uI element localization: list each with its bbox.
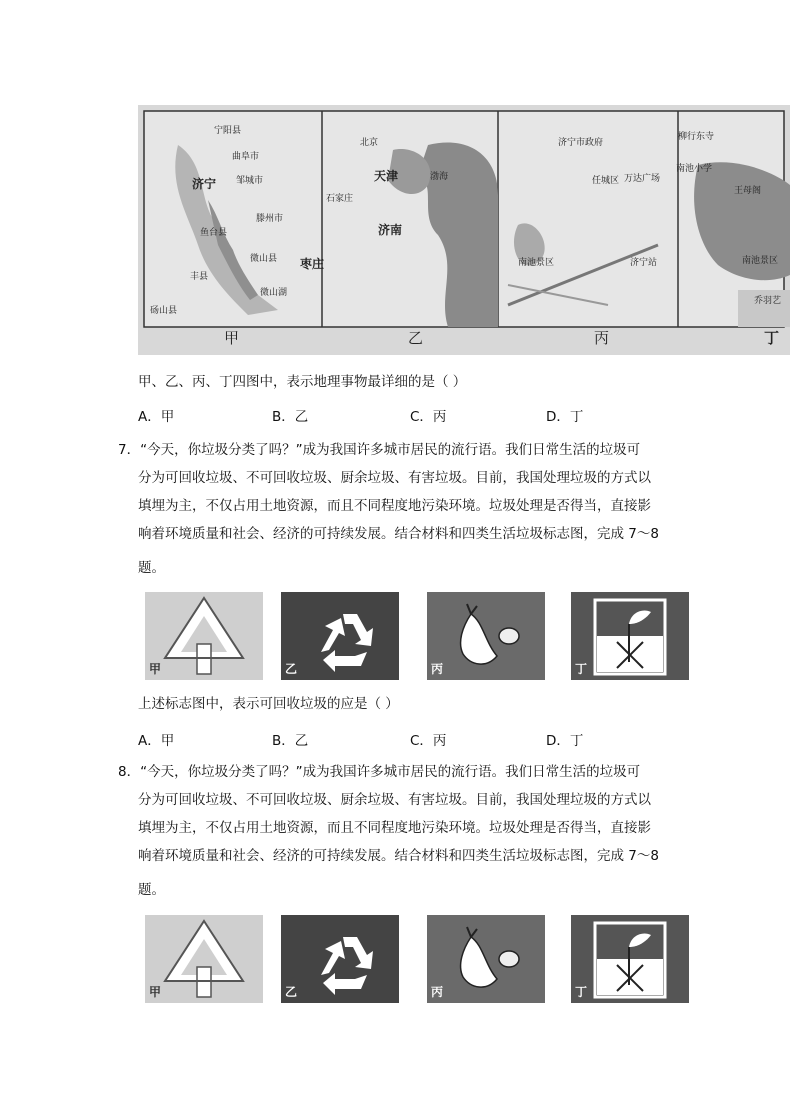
unrecyclable-symbol-icon bbox=[145, 915, 263, 1003]
map-label: 宁阳县 bbox=[214, 126, 242, 136]
q8-line-1: 8．“今天，你垃圾分类了吗？”成为我国许多城市居民的流行语。我们日常生活的垃圾可 bbox=[118, 764, 641, 780]
recycle-sign-yi bbox=[281, 592, 399, 680]
recycle-sign-bing bbox=[427, 592, 545, 680]
recycle-sign-jia bbox=[145, 592, 263, 680]
sign-label: 乙 bbox=[285, 985, 298, 999]
map-label: 石家庄 bbox=[326, 194, 354, 204]
q7-option-a: A．甲 bbox=[138, 733, 175, 749]
hazardous-waste-icon bbox=[571, 915, 689, 1003]
q7-line-3: 填埋为主，不仅占用土地资源，而且不同程度地污染环境。垃圾处理是否得当，直接影 bbox=[138, 498, 651, 514]
sign-label: 丙 bbox=[431, 662, 444, 676]
map-label: 南池景区 bbox=[518, 258, 555, 268]
q6-option-a: A．甲 bbox=[138, 409, 175, 425]
map-panel-name-yi: 乙 bbox=[408, 329, 424, 347]
map-label: 北京 bbox=[360, 138, 379, 148]
recycle-sign-yi-2 bbox=[281, 915, 399, 1003]
q7-option-b: B．乙 bbox=[272, 733, 309, 749]
q8-line-5: 题。 bbox=[138, 882, 165, 898]
map-label: 济宁站 bbox=[630, 258, 658, 268]
recycle-sign-ding-2 bbox=[571, 915, 689, 1003]
q6-option-c: C．丙 bbox=[410, 409, 447, 425]
q8-line-3: 填埋为主，不仅占用土地资源，而且不同程度地污染环境。垃圾处理是否得当，直接影 bbox=[138, 820, 651, 836]
map-panel-name-ding: 丁 bbox=[764, 329, 780, 347]
map-label: 南池景区 bbox=[742, 256, 779, 266]
sign-label: 丁 bbox=[575, 985, 588, 999]
q7-line-2: 分为可回收垃圾、不可回收垃圾、厨余垃圾、有害垃圾。目前，我国处理垃圾的方式以 bbox=[138, 470, 651, 486]
map-label: 微山县 bbox=[250, 254, 278, 264]
sign-label: 甲 bbox=[149, 662, 162, 676]
recycle-sign-ding bbox=[571, 592, 689, 680]
q7-stem: 上述标志图中，表示可回收垃圾的应是（ ） bbox=[138, 696, 399, 712]
q6-option-b: B．乙 bbox=[272, 409, 309, 425]
hazardous-waste-icon bbox=[571, 592, 689, 680]
unrecyclable-symbol-icon bbox=[145, 592, 263, 680]
sign-label: 乙 bbox=[285, 662, 298, 676]
q7-option-d: D．丁 bbox=[546, 733, 584, 749]
food-waste-icon bbox=[427, 915, 545, 1003]
sign-label: 丙 bbox=[431, 985, 444, 999]
q6-option-d: D．丁 bbox=[546, 409, 584, 425]
map-label: 济南 bbox=[378, 223, 403, 237]
map-label: 济宁市政府 bbox=[558, 138, 604, 148]
q8-line-2: 分为可回收垃圾、不可回收垃圾、厨余垃圾、有害垃圾。目前，我国处理垃圾的方式以 bbox=[138, 792, 651, 808]
q7-line-1: 7．“今天，你垃圾分类了吗？”成为我国许多城市居民的流行语。我们日常生活的垃圾可 bbox=[118, 442, 641, 458]
q7-line-5: 题。 bbox=[138, 560, 165, 576]
map-label: 济宁 bbox=[192, 177, 217, 191]
map-label: 王母阁 bbox=[734, 186, 762, 196]
food-waste-icon bbox=[427, 592, 545, 680]
q7-line-4: 响着环境质量和社会、经济的可持续发展。结合材料和四类生活垃圾标志图，完成 7～8 bbox=[138, 526, 659, 542]
recycle-sign-jia-2 bbox=[145, 915, 263, 1003]
map-panel-name-bing: 丙 bbox=[594, 329, 610, 347]
map-label: 微山湖 bbox=[260, 288, 288, 298]
map-label: 天津 bbox=[374, 169, 399, 183]
map-label: 砀山县 bbox=[150, 306, 178, 316]
q7-option-c: C．丙 bbox=[410, 733, 447, 749]
map-comparison-figure bbox=[138, 105, 790, 355]
map-panel-name-jia: 甲 bbox=[224, 329, 240, 347]
map-label: 柳行东寺 bbox=[678, 132, 715, 142]
map-label: 万达广场 bbox=[624, 174, 661, 184]
map-label: 鱼台县 bbox=[200, 228, 228, 238]
sign-label: 丁 bbox=[575, 662, 588, 676]
map-label: 南池小学 bbox=[676, 164, 713, 174]
q8-line-4: 响着环境质量和社会、经济的可持续发展。结合材料和四类生活垃圾标志图，完成 7～8 bbox=[138, 848, 659, 864]
map-label: 任城区 bbox=[592, 176, 620, 186]
map-label: 丰县 bbox=[190, 272, 209, 282]
map-label: 枣庄 bbox=[300, 257, 325, 271]
q6-stem: 甲、乙、丙、丁四图中，表示地理事物最详细的是（ ） bbox=[138, 374, 467, 390]
map-label: 邹城市 bbox=[236, 176, 264, 186]
map-label: 滕州市 bbox=[256, 214, 284, 224]
map-label: 渤海 bbox=[430, 172, 449, 182]
recycle-arrows-icon bbox=[281, 592, 399, 680]
recycle-arrows-icon bbox=[281, 915, 399, 1003]
sign-label: 甲 bbox=[149, 985, 162, 999]
recycle-sign-bing-2 bbox=[427, 915, 545, 1003]
map-background-graphics bbox=[138, 105, 790, 355]
map-label: 乔羽艺 bbox=[754, 296, 782, 306]
map-label: 曲阜市 bbox=[232, 152, 260, 162]
